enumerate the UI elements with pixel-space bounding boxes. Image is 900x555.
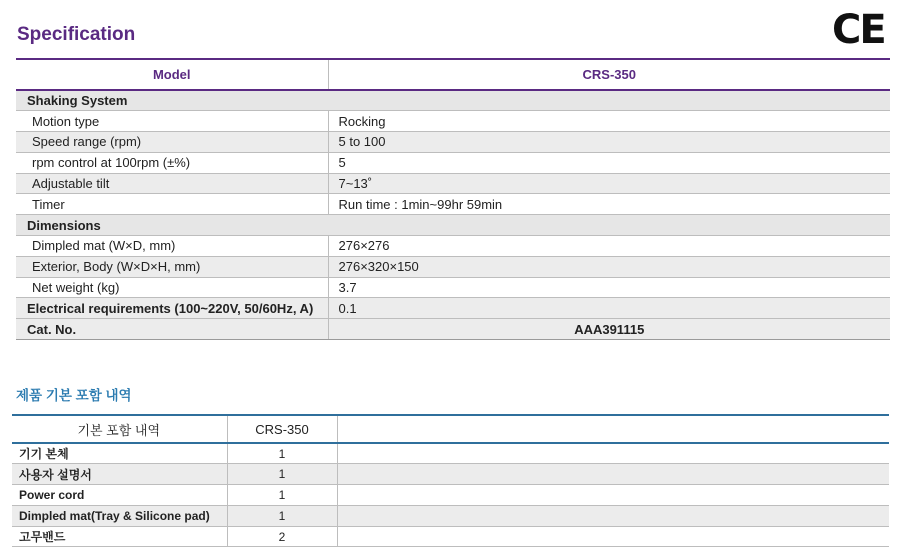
spec-row [16, 236, 890, 257]
included-item: 기기 본체 [12, 443, 227, 464]
spec-value: 5 to 100 [328, 132, 890, 153]
spec-label: Exterior, Body (W×D×H, mm) [16, 256, 328, 277]
section-heading: Dimensions [16, 215, 890, 236]
included-header-row [12, 415, 889, 443]
included-blank [337, 485, 889, 506]
section-row [16, 90, 890, 111]
spec-label: rpm control at 100rpm (±%) [16, 152, 328, 173]
electrical-value: 0.1 [328, 298, 890, 319]
section-row [16, 215, 890, 236]
included-row [12, 485, 889, 506]
spec-title: Specification [17, 24, 136, 45]
included-item: 사용자 설명서 [12, 464, 227, 485]
included-row [12, 464, 889, 485]
spec-table [16, 58, 890, 340]
included-header-model: CRS-350 [227, 415, 337, 443]
spec-value: 5 [328, 152, 890, 173]
included-item: 고무밴드 [12, 526, 227, 547]
spec-value: Run time : 1min~99hr 59min [328, 194, 890, 215]
section-heading: Shaking System [16, 90, 890, 111]
spec-header-row [16, 59, 890, 90]
spec-label: Timer [16, 194, 328, 215]
included-blank [337, 526, 889, 547]
included-title: 제품 기본 포함 내역 [16, 388, 132, 403]
included-qty: 1 [227, 505, 337, 526]
spec-label: Dimpled mat (W×D, mm) [16, 236, 328, 257]
electrical-label: Electrical requirements (100~220V, 50/60Hz, A) [16, 298, 328, 319]
spec-row [16, 152, 890, 173]
ce-mark-logo: CE [832, 7, 885, 53]
spec-row [16, 256, 890, 277]
spec-value: 276×320×150 [328, 256, 890, 277]
spec-label: Net weight (kg) [16, 277, 328, 298]
model-header-value: CRS-350 [328, 59, 890, 90]
spec-row [16, 173, 890, 194]
included-blank [337, 505, 889, 526]
spec-value: 276×276 [328, 236, 890, 257]
spec-row [16, 111, 890, 132]
spec-value: 3.7 [328, 277, 890, 298]
included-blank [337, 464, 889, 485]
included-table [12, 414, 889, 547]
included-qty: 1 [227, 443, 337, 464]
included-qty: 1 [227, 464, 337, 485]
spec-label: Speed range (rpm) [16, 132, 328, 153]
included-row [12, 526, 889, 547]
included-item: Dimpled mat(Tray & Silicone pad) [12, 505, 227, 526]
included-qty: 1 [227, 485, 337, 506]
spec-row [16, 132, 890, 153]
catno-value: AAA391115 [328, 319, 890, 340]
included-row [12, 443, 889, 464]
model-header-label: Model [16, 59, 328, 90]
included-header-item: 기본 포함 내역 [12, 415, 227, 443]
included-qty: 2 [227, 526, 337, 547]
spec-label: Motion type [16, 111, 328, 132]
catno-label: Cat. No. [16, 319, 328, 340]
electrical-row [16, 298, 890, 319]
spec-label: Adjustable tilt [16, 173, 328, 194]
catno-row [16, 319, 890, 340]
spec-value: 7~13˚ [328, 173, 890, 194]
spec-row [16, 194, 890, 215]
included-header-blank [337, 415, 889, 443]
included-item: Power cord [12, 485, 227, 506]
included-row [12, 505, 889, 526]
spec-value: Rocking [328, 111, 890, 132]
included-blank [337, 443, 889, 464]
spec-row [16, 277, 890, 298]
